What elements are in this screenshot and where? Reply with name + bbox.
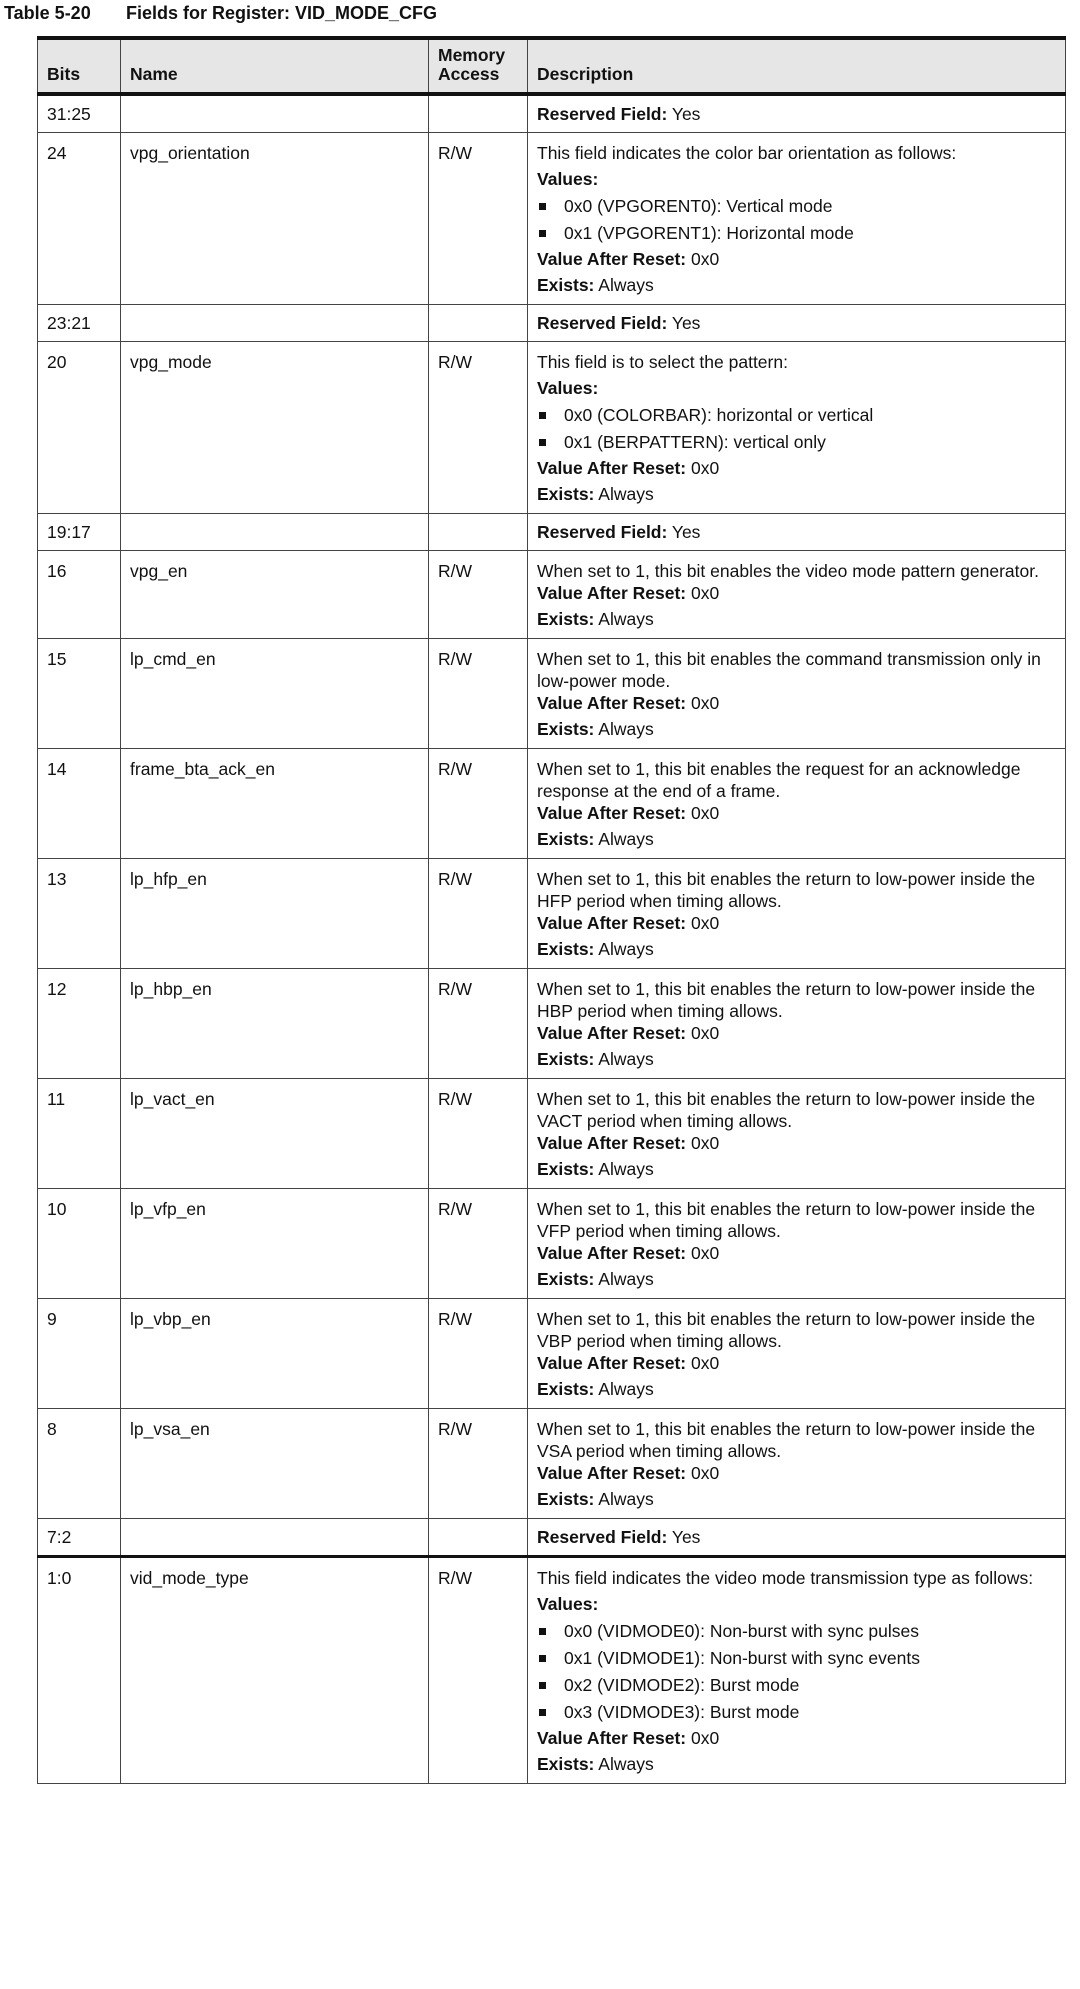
reset-label: Value After Reset: [537, 458, 687, 478]
exists-label: Exists: [537, 1049, 595, 1069]
value-item: 0x1 (VPGORENT1): Horizontal mode [537, 222, 1057, 244]
table-row [38, 94, 1066, 133]
reserved-field-line [537, 312, 1057, 334]
reserved-field-label: Reserved Field: [537, 522, 668, 542]
reset-value: 0x0 [691, 913, 720, 933]
reserved-field-label: Reserved Field: [537, 104, 668, 124]
table-row [38, 133, 1066, 305]
reset-label: Value After Reset: [537, 1133, 687, 1153]
exists-label: Exists: [537, 484, 595, 504]
field-description [528, 342, 1066, 514]
values-label: Values: [537, 1594, 599, 1614]
exists-label: Exists: [537, 1379, 595, 1399]
field-bits: 31:25 [38, 94, 121, 133]
field-bits: 7:2 [38, 1519, 121, 1557]
field-access: R/W [429, 1299, 528, 1409]
field-description [528, 133, 1066, 305]
field-access: R/W [429, 133, 528, 305]
field-access: R/W [429, 342, 528, 514]
field-name [121, 514, 429, 551]
field-description [528, 94, 1066, 133]
table-caption [4, 2, 437, 24]
field-name: lp_cmd_en [121, 639, 429, 749]
reset-label: Value After Reset: [537, 693, 687, 713]
exists-value: Always [598, 484, 654, 504]
field-name: vpg_en [121, 551, 429, 639]
reserved-field-line [537, 103, 1057, 125]
table-row [38, 1557, 1066, 1784]
table-row [38, 514, 1066, 551]
description-text: When set to 1, this bit enables the return to low-power inside the VBP period when timing allows. [537, 1309, 1036, 1351]
table-row [38, 1079, 1066, 1189]
reserved-field-value: Yes [671, 313, 701, 333]
exists-label: Exists: [537, 275, 595, 295]
exists-line [537, 1488, 1057, 1510]
description-text: When set to 1, this bit enables the return to low-power inside the VFP period when timing allows. [537, 1199, 1036, 1241]
table-row [38, 1299, 1066, 1409]
table-row [38, 639, 1066, 749]
table-title: Fields for Register: VID_MODE_CFG [126, 3, 438, 23]
exists-value: Always [598, 939, 654, 959]
field-access: R/W [429, 1557, 528, 1784]
reset-line [537, 582, 1057, 604]
description-text: When set to 1, this bit enables the command transmission only in low-power mode. [537, 649, 1041, 691]
field-access: R/W [429, 859, 528, 969]
exists-value: Always [598, 1159, 654, 1179]
field-bits: 16 [38, 551, 121, 639]
table-number: Table 5-20 [4, 3, 91, 23]
header-description: Description [528, 38, 1066, 94]
field-name: vpg_orientation [121, 133, 429, 305]
exists-label: Exists: [537, 719, 595, 739]
exists-line [537, 828, 1057, 850]
field-access [429, 94, 528, 133]
description-text: When set to 1, this bit enables the video mode pattern generator. [537, 561, 1039, 581]
table-row [38, 969, 1066, 1079]
exists-label: Exists: [537, 1269, 595, 1289]
field-bits: 11 [38, 1079, 121, 1189]
reset-label: Value After Reset: [537, 1353, 687, 1373]
exists-value: Always [598, 1269, 654, 1289]
values-label: Values: [537, 378, 599, 398]
field-bits: 12 [38, 969, 121, 1079]
field-access: R/W [429, 1189, 528, 1299]
field-description [528, 859, 1066, 969]
reset-value: 0x0 [691, 249, 720, 269]
description-text: When set to 1, this bit enables the return to low-power inside the VSA period when timing allows. [537, 1419, 1036, 1461]
exists-line [537, 1378, 1057, 1400]
description-text: When set to 1, this bit enables the return to low-power inside the HBP period when timing allows. [537, 979, 1036, 1021]
exists-value: Always [598, 1489, 654, 1509]
field-bits: 15 [38, 639, 121, 749]
reset-label: Value After Reset: [537, 1728, 687, 1748]
description-text: This field indicates the color bar orientation as follows: [537, 143, 957, 163]
exists-line [537, 483, 1057, 505]
reset-value: 0x0 [691, 1133, 720, 1153]
field-access [429, 305, 528, 342]
header-memory-access-line2: Access [438, 64, 500, 84]
field-description [528, 305, 1066, 342]
field-bits: 9 [38, 1299, 121, 1409]
field-access [429, 514, 528, 551]
value-item: 0x0 (COLORBAR): horizontal or vertical [537, 404, 1057, 426]
table-row [38, 749, 1066, 859]
field-description [528, 1189, 1066, 1299]
reset-line [537, 1727, 1057, 1749]
field-name: vid_mode_type [121, 1557, 429, 1784]
value-item: 0x2 (VIDMODE2): Burst mode [537, 1674, 1057, 1696]
reset-line [537, 692, 1057, 714]
reset-label: Value After Reset: [537, 583, 687, 603]
exists-line [537, 1268, 1057, 1290]
reserved-field-value: Yes [671, 104, 701, 124]
reset-value: 0x0 [691, 1243, 720, 1263]
table-row [38, 305, 1066, 342]
reset-value: 0x0 [691, 693, 720, 713]
reset-line [537, 1022, 1057, 1044]
reset-value: 0x0 [691, 583, 720, 603]
table-body [38, 94, 1066, 1784]
reset-value: 0x0 [691, 1463, 720, 1483]
header-name: Name [121, 38, 429, 94]
exists-line [537, 1048, 1057, 1070]
exists-value: Always [598, 1049, 654, 1069]
reserved-field-label: Reserved Field: [537, 1527, 668, 1547]
field-access: R/W [429, 749, 528, 859]
exists-label: Exists: [537, 1754, 595, 1774]
values-list [537, 404, 1057, 453]
value-item: 0x1 (VIDMODE1): Non-burst with sync events [537, 1647, 1057, 1669]
exists-line [537, 274, 1057, 296]
field-bits: 23:21 [38, 305, 121, 342]
exists-label: Exists: [537, 939, 595, 959]
table-row [38, 342, 1066, 514]
reset-label: Value After Reset: [537, 249, 687, 269]
reserved-field-value: Yes [671, 1527, 701, 1547]
table-row [38, 551, 1066, 639]
reset-label: Value After Reset: [537, 1463, 687, 1483]
field-name [121, 1519, 429, 1557]
field-description [528, 1519, 1066, 1557]
field-bits: 14 [38, 749, 121, 859]
table-row [38, 1409, 1066, 1519]
exists-value: Always [598, 719, 654, 739]
field-name: lp_vfp_en [121, 1189, 429, 1299]
header-memory-access-line1: Memory [438, 45, 506, 65]
exists-line [537, 608, 1057, 630]
value-item: 0x0 (VIDMODE0): Non-burst with sync pulses [537, 1620, 1057, 1642]
exists-label: Exists: [537, 1159, 595, 1179]
field-bits: 24 [38, 133, 121, 305]
exists-value: Always [598, 829, 654, 849]
field-access: R/W [429, 639, 528, 749]
field-description [528, 514, 1066, 551]
reset-line [537, 1242, 1057, 1264]
field-name [121, 94, 429, 133]
exists-label: Exists: [537, 609, 595, 629]
description-text: When set to 1, this bit enables the return to low-power inside the HFP period when timing allows. [537, 869, 1036, 911]
reset-value: 0x0 [691, 1353, 720, 1373]
reset-line [537, 1132, 1057, 1154]
field-description [528, 1299, 1066, 1409]
reserved-field-line [537, 521, 1057, 543]
reset-value: 0x0 [691, 1728, 720, 1748]
description-text: When set to 1, this bit enables the request for an acknowledge response at the end of a frame. [537, 759, 1021, 801]
field-description [528, 969, 1066, 1079]
field-name: lp_vbp_en [121, 1299, 429, 1409]
reserved-field-label: Reserved Field: [537, 313, 668, 333]
reserved-field-value: Yes [671, 522, 701, 542]
reset-label: Value After Reset: [537, 913, 687, 933]
values-list [537, 1620, 1057, 1723]
reset-label: Value After Reset: [537, 1243, 687, 1263]
reset-line [537, 802, 1057, 824]
description-text: When set to 1, this bit enables the return to low-power inside the VACT period when timing allows. [537, 1089, 1036, 1131]
field-name: lp_vact_en [121, 1079, 429, 1189]
field-name: lp_hfp_en [121, 859, 429, 969]
table-row [38, 859, 1066, 969]
exists-value: Always [598, 609, 654, 629]
register-fields-table [37, 36, 1066, 1784]
reset-line [537, 1462, 1057, 1484]
exists-label: Exists: [537, 1489, 595, 1509]
reset-value: 0x0 [691, 1023, 720, 1043]
field-access [429, 1519, 528, 1557]
field-description [528, 749, 1066, 859]
field-description [528, 1079, 1066, 1189]
reset-line [537, 457, 1057, 479]
field-name: vpg_mode [121, 342, 429, 514]
values-list [537, 195, 1057, 244]
header-bits: Bits [38, 38, 121, 94]
exists-value: Always [598, 1379, 654, 1399]
description-text: This field is to select the pattern: [537, 352, 788, 372]
reset-label: Value After Reset: [537, 803, 687, 823]
field-access: R/W [429, 1409, 528, 1519]
reset-line [537, 1352, 1057, 1374]
reset-label: Value After Reset: [537, 1023, 687, 1043]
reset-value: 0x0 [691, 458, 720, 478]
description-text: This field indicates the video mode transmission type as follows: [537, 1568, 1034, 1588]
value-item: 0x0 (VPGORENT0): Vertical mode [537, 195, 1057, 217]
field-access: R/W [429, 551, 528, 639]
exists-line [537, 718, 1057, 740]
field-description [528, 551, 1066, 639]
field-bits: 10 [38, 1189, 121, 1299]
field-bits: 1:0 [38, 1557, 121, 1784]
exists-value: Always [598, 1754, 654, 1774]
reserved-field-line [537, 1526, 1057, 1548]
table-row [38, 1189, 1066, 1299]
field-bits: 8 [38, 1409, 121, 1519]
exists-line [537, 1158, 1057, 1180]
exists-label: Exists: [537, 829, 595, 849]
exists-line [537, 938, 1057, 960]
field-name: lp_hbp_en [121, 969, 429, 1079]
field-description [528, 639, 1066, 749]
table-row [38, 1519, 1066, 1557]
field-name: frame_bta_ack_en [121, 749, 429, 859]
field-description [528, 1557, 1066, 1784]
exists-value: Always [598, 275, 654, 295]
reset-line [537, 912, 1057, 934]
header-memory-access [429, 38, 528, 94]
field-bits: 19:17 [38, 514, 121, 551]
field-name [121, 305, 429, 342]
value-item: 0x1 (BERPATTERN): vertical only [537, 431, 1057, 453]
value-item: 0x3 (VIDMODE3): Burst mode [537, 1701, 1057, 1723]
field-bits: 20 [38, 342, 121, 514]
field-access: R/W [429, 969, 528, 1079]
field-name: lp_vsa_en [121, 1409, 429, 1519]
reset-line [537, 248, 1057, 270]
header-row [38, 38, 1066, 94]
reset-value: 0x0 [691, 803, 720, 823]
field-description [528, 1409, 1066, 1519]
exists-line [537, 1753, 1057, 1775]
field-access: R/W [429, 1079, 528, 1189]
values-label: Values: [537, 169, 599, 189]
field-bits: 13 [38, 859, 121, 969]
